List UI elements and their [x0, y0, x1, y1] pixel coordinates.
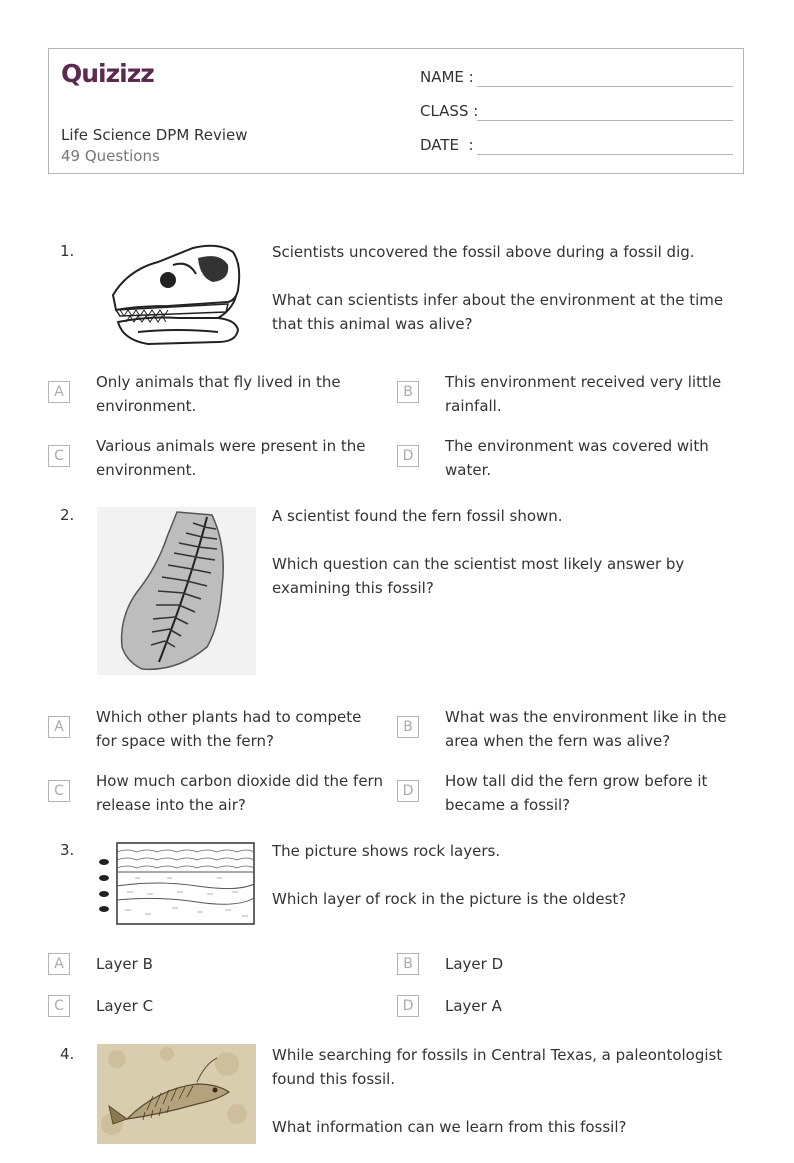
class-label: CLASS : [420, 102, 479, 120]
option-text: Layer D [445, 955, 504, 973]
option-letter[interactable]: B [397, 716, 419, 738]
option-letter[interactable]: D [397, 995, 419, 1017]
option-text: Layer C [96, 997, 154, 1015]
option-letter[interactable]: C [48, 445, 70, 467]
option-letter[interactable]: B [397, 381, 419, 403]
option-text: Various animals were present in the environment. [96, 437, 366, 479]
question-stem: While searching for fossils in Central Texas, a paleontologist found this fossil. [272, 1046, 723, 1088]
rock-layers-image [97, 842, 256, 930]
quizizz-logo: Quizizz [61, 59, 154, 88]
option-letter[interactable]: D [397, 780, 419, 802]
date-label: DATE : [420, 136, 474, 154]
question-text [272, 839, 746, 935]
question-number: 1. [60, 242, 75, 260]
question-number: 2. [60, 506, 75, 524]
option-letter[interactable]: A [48, 953, 70, 975]
question-stem: The picture shows rock layers. [272, 842, 501, 860]
name-field[interactable] [420, 68, 474, 86]
option-letter[interactable]: C [48, 995, 70, 1017]
fish-fossil-image [97, 1044, 256, 1148]
date-field[interactable] [420, 136, 474, 154]
option-text: How tall did the fern grow before it became a fossil? [445, 772, 708, 814]
question-prompt: What can scientists infer about the environment at the time that this animal was alive? [272, 291, 724, 333]
name-label: NAME : [420, 68, 474, 86]
option-text: Which other plants had to compete for space with the fern? [96, 708, 362, 750]
question-4 [0, 1043, 794, 1136]
date-line[interactable] [477, 154, 733, 155]
question-count: 49 Questions [61, 147, 160, 165]
question-text [272, 1043, 746, 1163]
question-number: 4. [60, 1045, 75, 1063]
question-prompt: Which question can the scientist most likely answer by examining this fossil? [272, 555, 685, 597]
option-text: How much carbon dioxide did the fern release into the air? [96, 772, 383, 814]
question-text [272, 504, 746, 624]
t-rex-skull-image [108, 240, 243, 350]
option-text: Only animals that fly lived in the environment. [96, 373, 341, 415]
worksheet-title: Life Science DPM Review [61, 126, 248, 144]
name-line[interactable] [477, 86, 733, 87]
option-text: The environment was covered with water. [445, 437, 709, 479]
question-text [272, 240, 746, 360]
option-text: This environment received very little rainfall. [445, 373, 722, 415]
class-line[interactable] [477, 120, 733, 121]
option-letter[interactable]: A [48, 716, 70, 738]
question-stem: Scientists uncovered the fossil above during a fossil dig. [272, 243, 695, 261]
option-text: Layer A [445, 997, 502, 1015]
fern-fossil-image [97, 507, 256, 679]
question-number: 3. [60, 841, 75, 859]
worksheet-header [48, 48, 744, 174]
question-prompt: What information can we learn from this fossil? [272, 1118, 627, 1136]
option-letter[interactable]: C [48, 780, 70, 802]
option-letter[interactable]: D [397, 445, 419, 467]
option-letter[interactable]: B [397, 953, 419, 975]
question-stem: A scientist found the fern fossil shown. [272, 507, 563, 525]
option-text: Layer B [96, 955, 153, 973]
option-text: What was the environment like in the area when the fern was alive? [445, 708, 727, 750]
question-prompt: Which layer of rock in the picture is the oldest? [272, 890, 627, 908]
class-field[interactable] [420, 102, 478, 120]
option-letter[interactable]: A [48, 381, 70, 403]
